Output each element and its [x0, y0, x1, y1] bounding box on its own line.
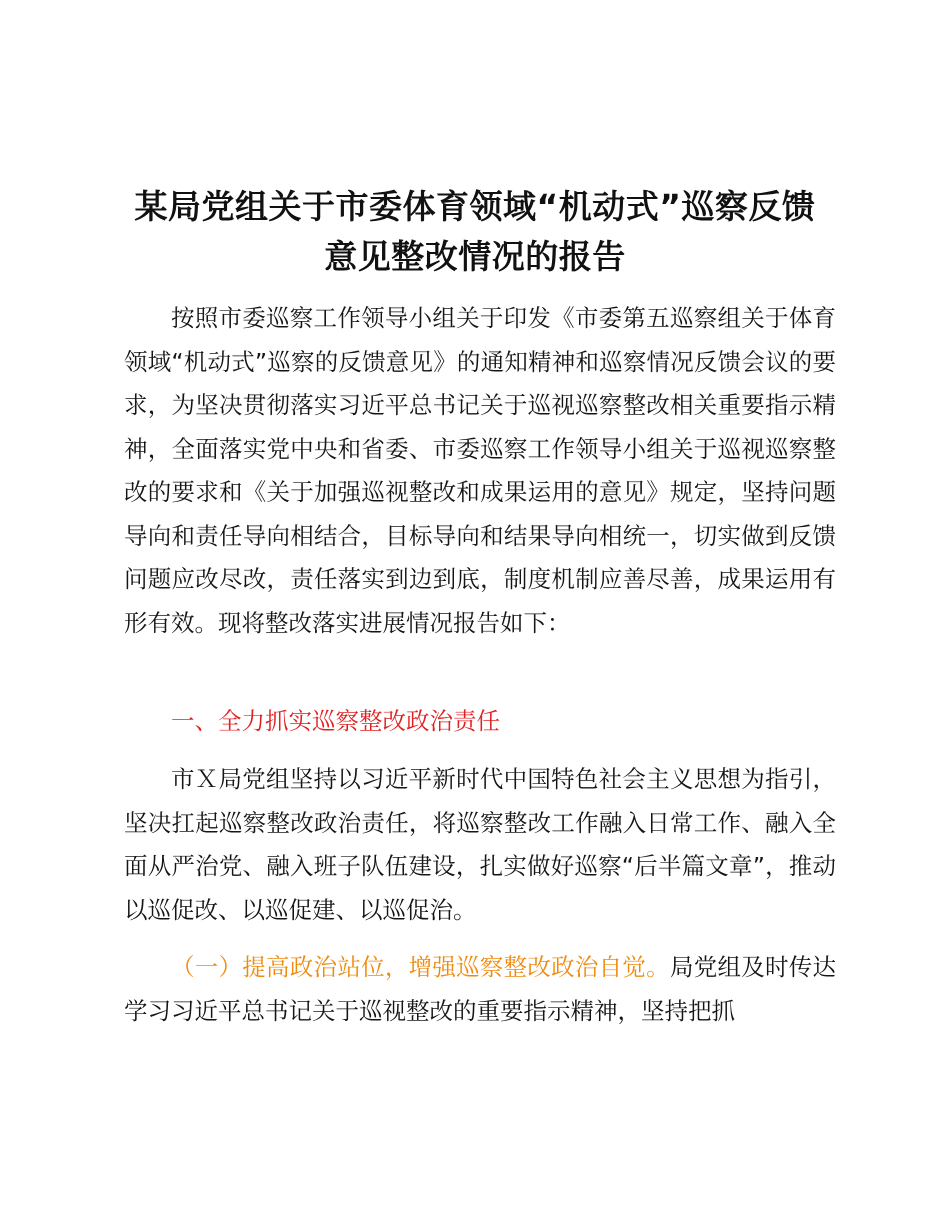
- intro-paragraph: 按照市委巡察工作领导小组关于印发《市委第五巡察组关于体育领域“机动式”巡察的反馈意见》的通知精神和巡察情况反馈会议的要求，为坚决贯彻落实习近平总书记关于巡视巡察整改相关重要指示精神，全面落实党中央和省委、市委巡察工作领导小组关于巡视巡察整改的要求和《关于加强巡视整改和成果运用的意见》规定，坚持问题导向和责任导向相结合，目标导向和结果导向相统一，切实做到反馈问题应改尽改，责任落实到边到底，制度机制应善尽善，成果运用有形有效。现将整改落实进展情况报告如下：: [124, 304, 836, 637]
- subsection-1-paragraph: [124, 946, 836, 1033]
- title-line-1: 某局党组关于市委体育领域“机动式”巡察反馈: [134, 187, 816, 226]
- subsection-1-text: 局党组及时传达学习习近平总书记关于巡视整改的重要指示精神，坚持把抓: [124, 953, 837, 1025]
- section-1-paragraph: 市Ｘ局党组坚持以习近平新时代中国特色社会主义思想为指引，坚决扛起巡察整改政治责任，将巡察整改工作融入日常工作、融入全面从严治党、融入班子队伍建设，扎实做好巡察“后半篇文章”，推动以巡促改、以巡促建、以巡促治。: [124, 765, 836, 924]
- document-title: [60, 182, 890, 282]
- title-line-2: 意见整改情况的报告: [324, 237, 626, 276]
- subsection-heading-1: （一）提高政治站位，增强巡察整改政治自觉。: [171, 953, 670, 981]
- section-heading-1: 一、全力抓实巡察整改政治责任: [171, 707, 500, 735]
